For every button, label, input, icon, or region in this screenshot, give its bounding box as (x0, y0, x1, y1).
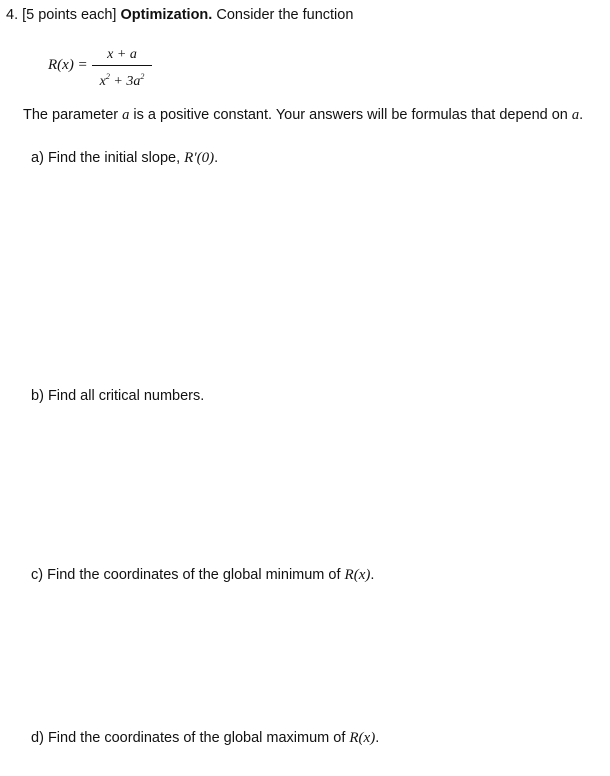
function-formula (48, 46, 168, 90)
question-text: Find the initial slope, (47, 150, 185, 166)
question-label: a) (31, 150, 44, 166)
formula-denominator: $x^2 + 3a^2$ (99, 72, 145, 89)
question-math: R′(0) (184, 150, 215, 166)
question-math: R(x) (344, 567, 371, 583)
parameter-statement: The parameter a is a positive constant. Your answers will be formulas that depend on a. (23, 107, 584, 123)
formula-lhs: R(x) = (48, 57, 88, 73)
question-math: R(x) (349, 730, 376, 746)
question-b (31, 388, 204, 404)
parameter-a-2: a (571, 107, 580, 123)
parameter-a: a (122, 107, 130, 123)
problem-number: 4. (6, 7, 19, 23)
problem-topic: Optimization. (120, 7, 213, 23)
problem-header (6, 7, 353, 23)
question-c: c) Find the coordinates of the global minimum of R(x). (31, 567, 375, 583)
question-text: Find the coordinates of the global maximum of (47, 730, 350, 746)
formula-fraction (92, 46, 152, 91)
problem-points: [5 points each] (22, 7, 117, 23)
question-label: d) (31, 730, 44, 746)
question-label: b) (31, 388, 44, 404)
question-d: d) Find the coordinates of the global maximum of R(x). (31, 730, 380, 746)
question-text: Find all critical numbers. (47, 388, 205, 404)
question-a: a) Find the initial slope, R′(0). (31, 150, 219, 166)
formula-numerator: x + a (107, 47, 137, 62)
problem-intro: Consider the function (216, 7, 354, 23)
question-text: Find the coordinates of the global minimum of (47, 567, 345, 583)
question-label: c) (31, 567, 44, 583)
fraction-bar (92, 65, 152, 66)
